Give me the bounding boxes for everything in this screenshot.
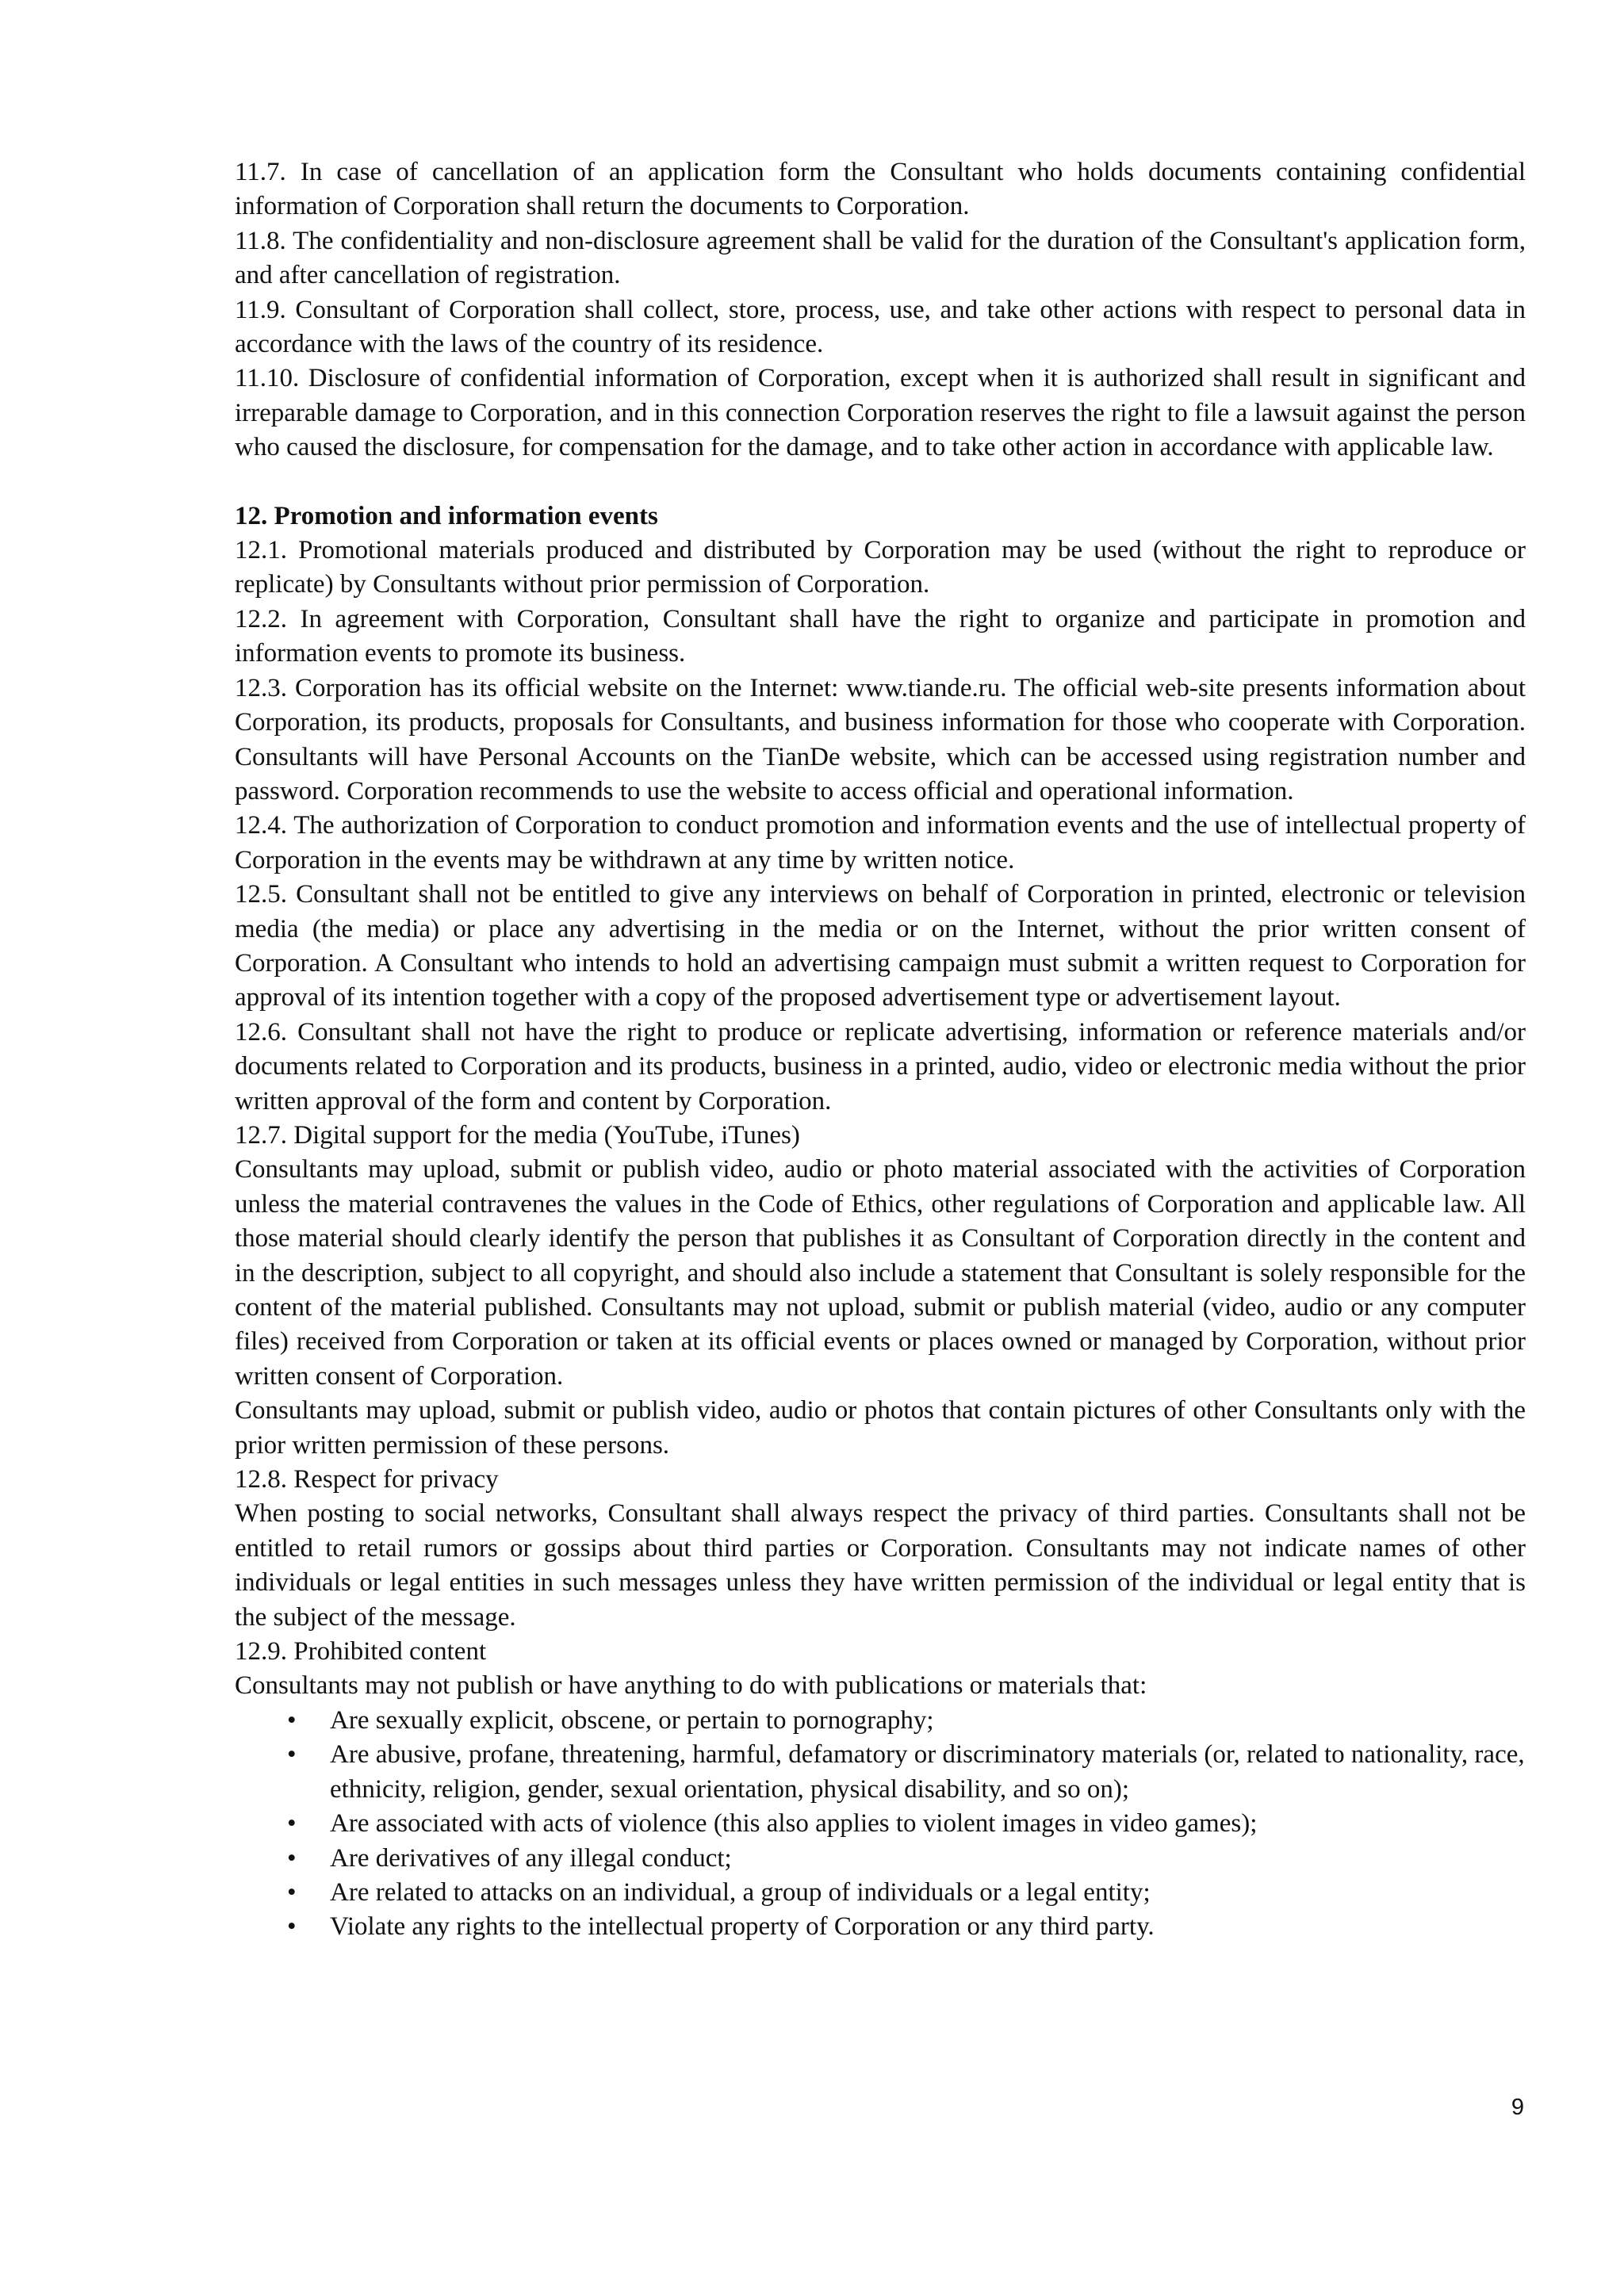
paragraph-12-7-body: Consultants may upload, submit or publish video, audio or photo material associated with the activities of Corporation unless the material contravenes the values in the Code of Ethics, other regulations of Corporation and applicable law. All those material should clearly identify the person that publishes it as Consultant of Corporation directly in the content and in the description, subject to all copyright, and should also include a statement that Consultant is solely responsible for the content of the material published. Consultants may not upload, submit or publish material (video, audio or any computer files) received from Corporation or taken at its official events or places owned or managed by Corporation, without prior written consent of Corporation.	[235, 1155, 1526, 1391]
paragraph-12-9-title: 12.9. Prohibited content	[235, 1637, 487, 1667]
paragraph-12-8-title: 12.8. Respect for privacy	[235, 1465, 499, 1494]
paragraph-12-8-body: When posting to social networks, Consultant shall always respect the privacy of third parties. Consultants shall not be entitled to retail rumors or gossips about third parties or Corporation. Consultants may not indicate names of other individuals or legal entities in such messages unless they have written permission of the individual or legal entity that is the subject of the message.	[235, 1499, 1526, 1632]
paragraph-11-10: 11.10. Disclosure of confidential information of Corporation, except when it is authorized shall result in significant and irreparable damage to Corporation, and in this connection Corporation reserves the right to file a lawsuit against the person who caused the disclosure, for compensation for the damage, and to take other action in accordance with applicable law.	[235, 364, 1526, 462]
paragraph-12-4: 12.4. The authorization of Corporation to conduct promotion and information events and the use of intellectual property of Corporation in the events may be withdrawn at any time by written notice.	[235, 811, 1526, 874]
paragraph-12-9-intro: Consultants may not publish or have anything to do with publications or materials that:	[235, 1671, 1147, 1701]
prohibited-content-list	[235, 1704, 1526, 1945]
paragraph-12-1: 12.1. Promotional materials produced and distributed by Corporation may be used (without the right to reproduce or replicate) by Consultants without prior permission of Corporation.	[235, 536, 1526, 599]
list-item-text: Are abusive, profane, threatening, harmful, defamatory or discriminatory materials (or, related to nationality, race, ethnicity, religion, gender, sexual orientation, physical disability, and so on);	[330, 1740, 1525, 1804]
bullet-icon: •	[287, 1912, 297, 1942]
bullet-icon: •	[287, 1809, 297, 1839]
list-item-text: Are associated with acts of violence (this also applies to violent images in video games);	[330, 1809, 1258, 1839]
list-item-text: Are derivatives of any illegal conduct;	[330, 1843, 732, 1873]
paragraph-11-9: 11.9. Consultant of Corporation shall collect, store, process, use, and take other actions with respect to personal data in accordance with the laws of the country of its residence.	[235, 295, 1526, 359]
page-number: 9	[1511, 2095, 1524, 2120]
list-item	[235, 1842, 1526, 1876]
document-page	[235, 155, 1526, 1945]
bullet-icon: •	[287, 1740, 297, 1770]
list-item	[235, 1910, 1526, 1944]
list-item	[235, 1738, 1526, 1807]
list-item	[235, 1876, 1526, 1910]
list-item-text: Violate any rights to the intellectual property of Corporation or any third party.	[330, 1912, 1155, 1942]
bullet-icon: •	[287, 1843, 297, 1873]
paragraph-12-5: 12.5. Consultant shall not be entitled to give any interviews on behalf of Corporation in printed, electronic or television media (the media) or place any advertising in the media or on the Internet, without the prior written consent of Corporation. A Consultant who intends to hold an advertising campaign must submit a written request to Corporation for approval of its intention together with a copy of the proposed advertisement type or advertisement layout.	[235, 880, 1526, 1012]
paragraph-12-2: 12.2. In agreement with Corporation, Consultant shall have the right to organize and participate in promotion and information events to promote its business.	[235, 604, 1526, 668]
paragraph-12-6: 12.6. Consultant shall not have the right to produce or replicate advertising, information or reference materials and/or documents related to Corporation and its products, business in a printed, audio, video or electronic media without the prior written approval of the form and content by Corporation.	[235, 1017, 1526, 1115]
paragraph-11-8: 11.8. The confidentiality and non-disclosure agreement shall be valid for the duration of the Consultant's application form, and after cancellation of registration.	[235, 226, 1526, 290]
bullet-icon: •	[287, 1877, 297, 1907]
bullet-icon: •	[287, 1705, 297, 1735]
list-item	[235, 1704, 1526, 1738]
list-item-text: Are related to attacks on an individual, a group of individuals or a legal entity;	[330, 1877, 1151, 1907]
paragraph-12-7-photos: Consultants may upload, submit or publish video, audio or photos that contain pictures of other Consultants only with the prior written permission of these persons.	[235, 1396, 1526, 1460]
paragraph-12-3: 12.3. Corporation has its official website on the Internet: www.tiande.ru. The official web-site presents information about Corporation, its products, proposals for Consultants, and business information for those who cooperate with Corporation. Consultants will have Personal Accounts on the TianDe website, which can be accessed using registration number and password. Corporation recommends to use the website to access official and operational information.	[235, 673, 1526, 806]
paragraph-12-7-title: 12.7. Digital support for the media (YouTube, iTunes)	[235, 1120, 800, 1150]
paragraph-11-7: 11.7. In case of cancellation of an application form the Consultant who holds documents containing confidential information of Corporation shall return the documents to Corporation.	[235, 158, 1526, 221]
list-item-text: Are sexually explicit, obscene, or pertain to pornography;	[330, 1705, 934, 1735]
section-heading-12: 12. Promotion and information events	[235, 501, 658, 530]
list-item	[235, 1807, 1526, 1841]
